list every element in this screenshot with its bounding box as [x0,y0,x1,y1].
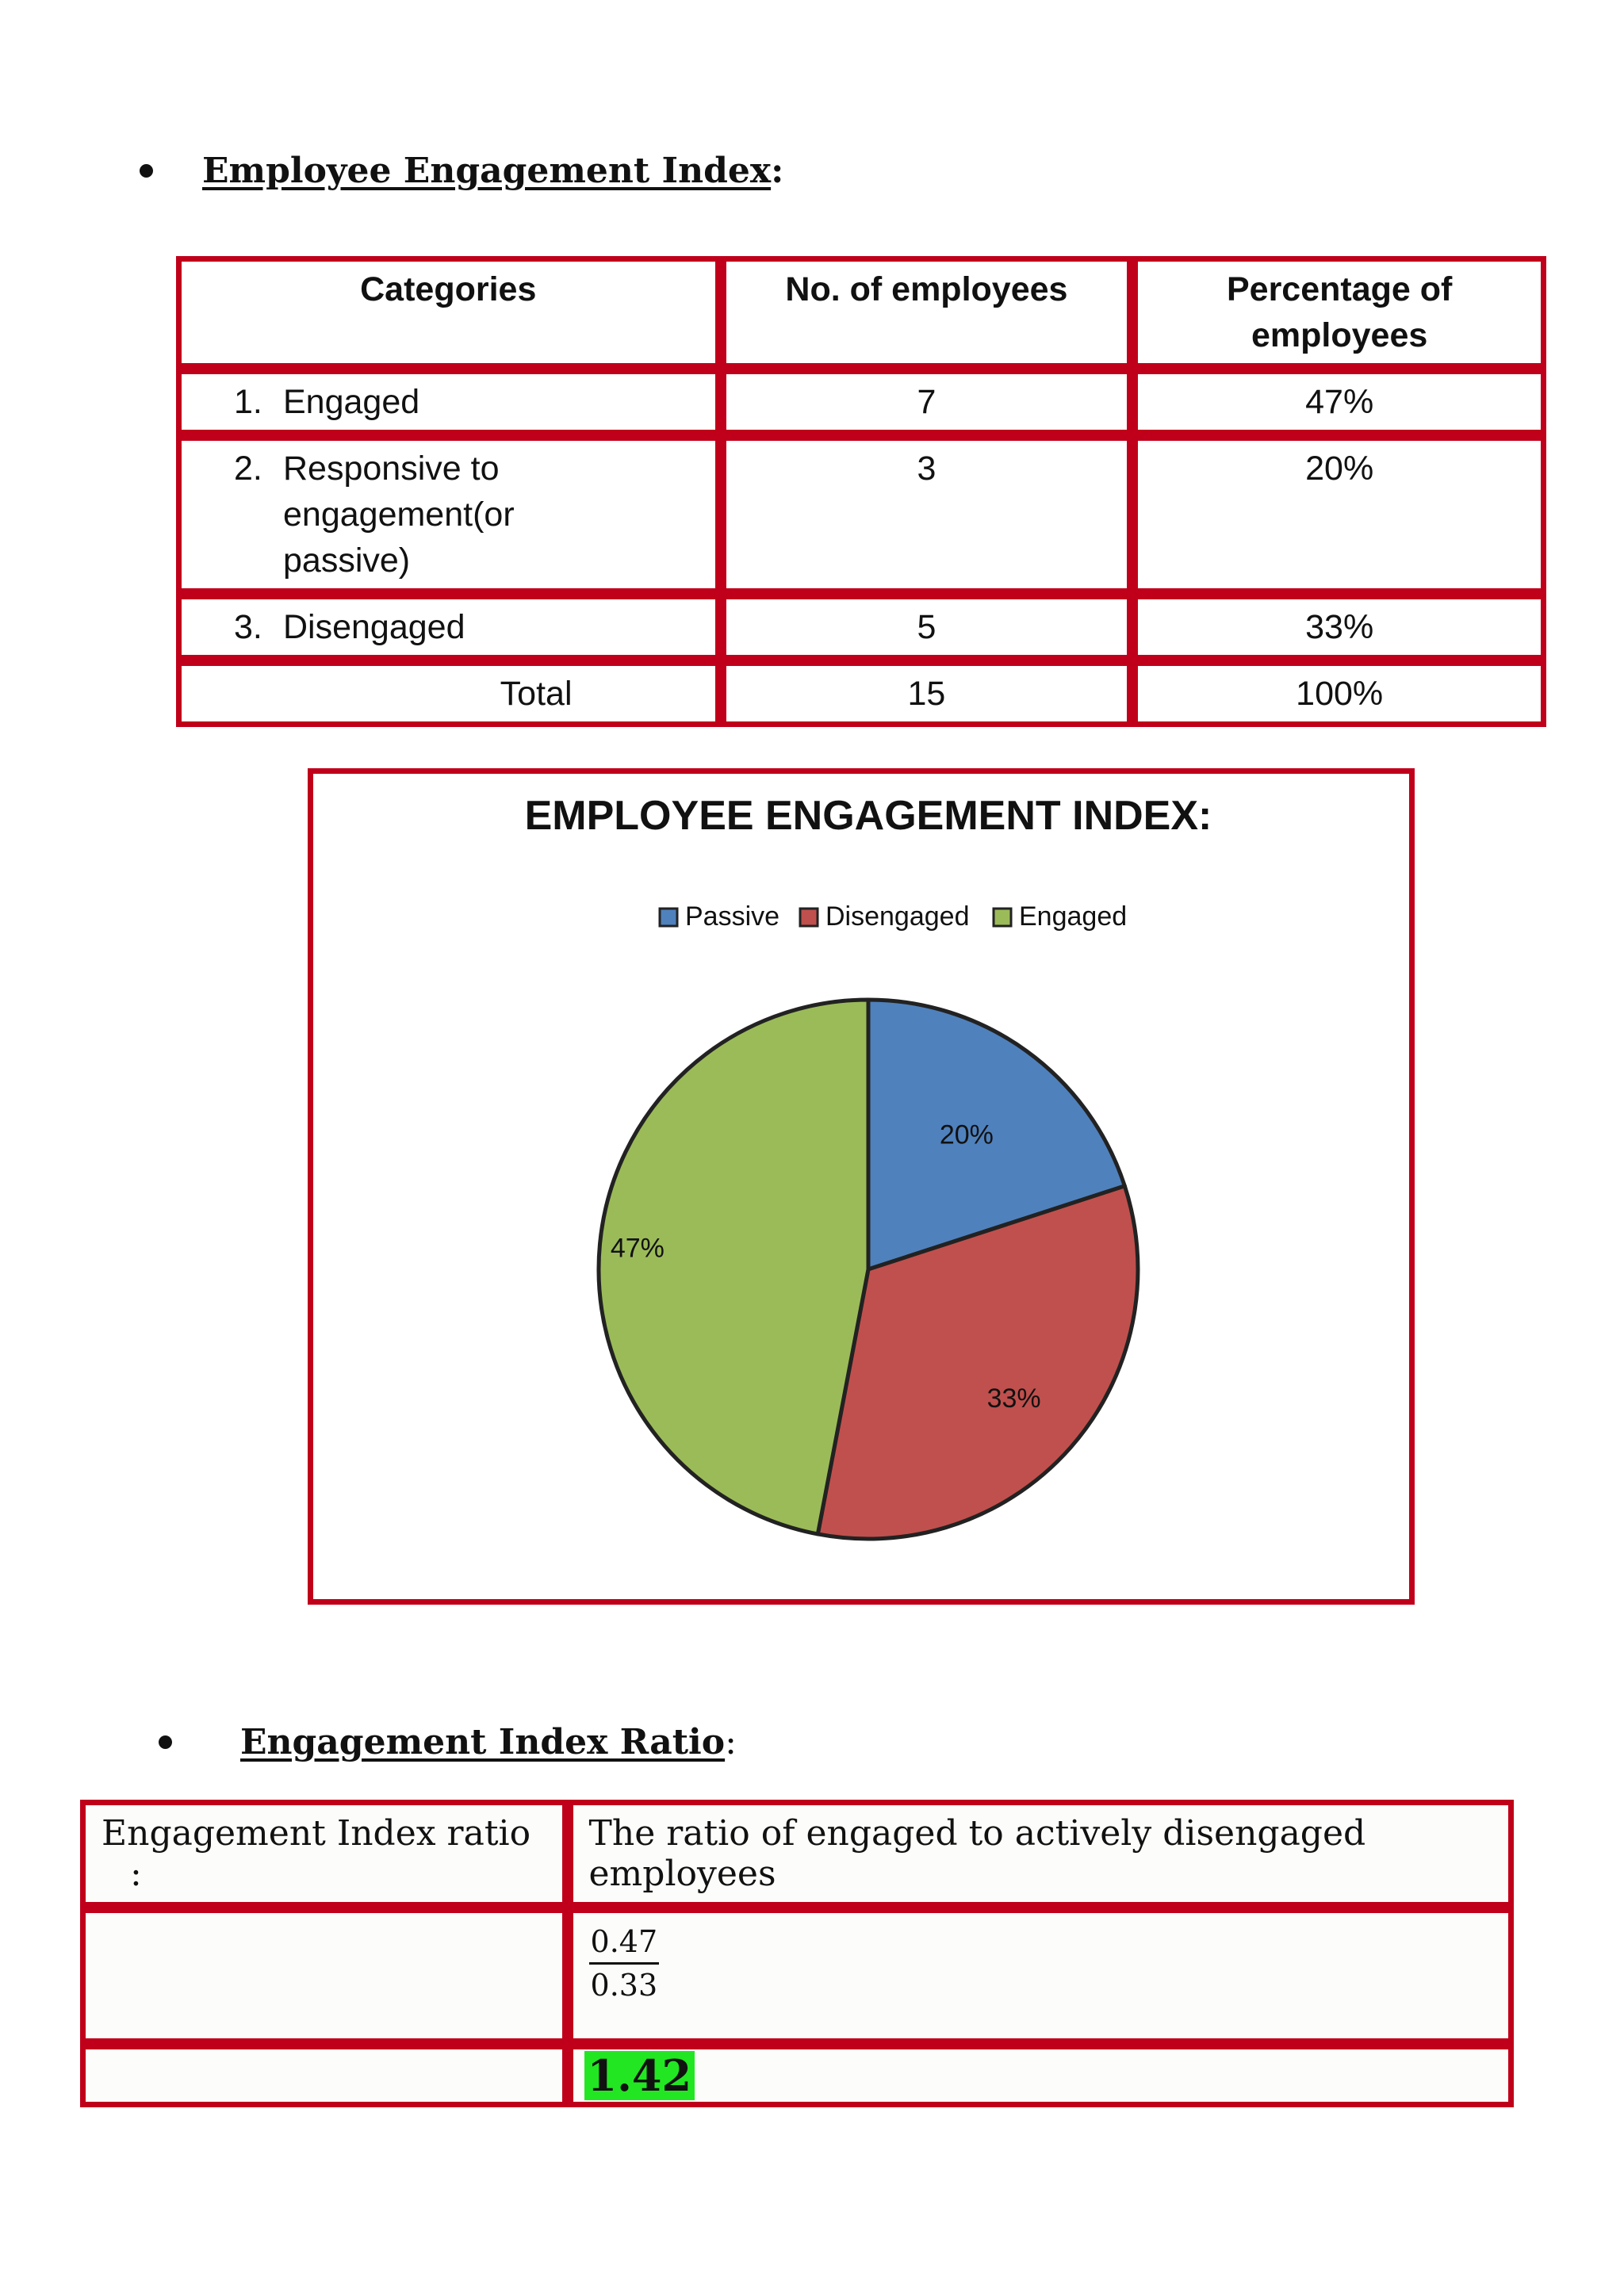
result-cell [568,2044,1514,2107]
table-row [80,1800,1514,1908]
total-count: 15 [721,660,1133,727]
pie-slice-engaged [599,1000,868,1534]
table-row [176,369,1546,435]
count-cell: 3 [721,435,1133,594]
header-percent: Percentage of employees [1132,256,1546,369]
pie-label-disengaged: 33% [986,1383,1041,1414]
percent-cell: 20% [1132,435,1546,594]
empty-cell [80,2044,568,2107]
percent-cell: 33% [1132,594,1546,660]
count-cell: 7 [721,369,1133,435]
category-label: Engaged [283,383,420,421]
table-row [80,1908,1514,2044]
category-number: 1. [234,383,262,421]
legend-swatch-disengaged [800,909,818,926]
table-row [176,594,1546,660]
legend-label-disengaged: Disengaged [825,901,970,932]
pie-chart-frame [308,768,1415,1605]
percent-cell: 47% [1132,369,1546,435]
pie-label-passive: 20% [939,1119,994,1150]
category-cell [176,369,721,435]
category-label: Responsive to engagement(or passive) [283,450,515,580]
fraction-cell [568,1908,1514,2044]
engagement-table [176,256,1546,727]
section-heading-engagement-index [140,151,783,191]
chart-legend [660,901,1127,932]
heading-colon: : [771,151,784,191]
ratio-table [80,1800,1514,2107]
pie-chart [313,774,1409,1599]
ratio-key-cell [80,1800,568,1908]
total-label: Total [176,660,721,727]
category-label: Disengaged [283,608,465,646]
pie-slices [599,1000,1138,1539]
bullet-icon [159,1735,172,1749]
category-number: 3. [234,608,262,646]
header-categories: Categories [176,256,721,369]
heading-text: Engagement Index Ratio [240,1722,726,1762]
empty-cell [80,1908,568,2044]
fraction-numerator: 0.47 [589,1921,660,1965]
bullet-icon [140,164,153,178]
count-cell: 5 [721,594,1133,660]
category-cell [176,594,721,660]
legend-swatch-engaged [994,909,1011,926]
heading-colon: : [725,1722,737,1762]
category-cell [176,435,721,594]
fraction [589,1921,660,2006]
legend-swatch-passive [660,909,677,926]
table-row [176,435,1546,594]
chart-title: EMPLOYEE ENGAGEMENT INDEX: [524,793,1212,839]
total-percent: 100% [1132,660,1546,727]
fraction-denominator: 0.33 [590,1968,658,2003]
header-count: No. of employees [721,256,1133,369]
pie-label-engaged: 47% [610,1233,665,1264]
ratio-description: The ratio of engaged to actively disengaged employees [568,1800,1514,1908]
legend-label-passive: Passive [685,901,780,932]
heading-text: Employee Engagement Index [202,151,772,191]
table-total-row [176,660,1546,727]
table-header-row [176,256,1546,369]
category-number: 2. [234,450,262,488]
ratio-key-label: Engagement Index ratio [102,1813,531,1854]
table-row [80,2044,1514,2107]
ratio-result: 1.42 [584,2051,695,2100]
ratio-key-separator: : [130,1854,142,1894]
section-heading-index-ratio [159,1722,737,1762]
legend-label-engaged: Engaged [1019,901,1128,932]
